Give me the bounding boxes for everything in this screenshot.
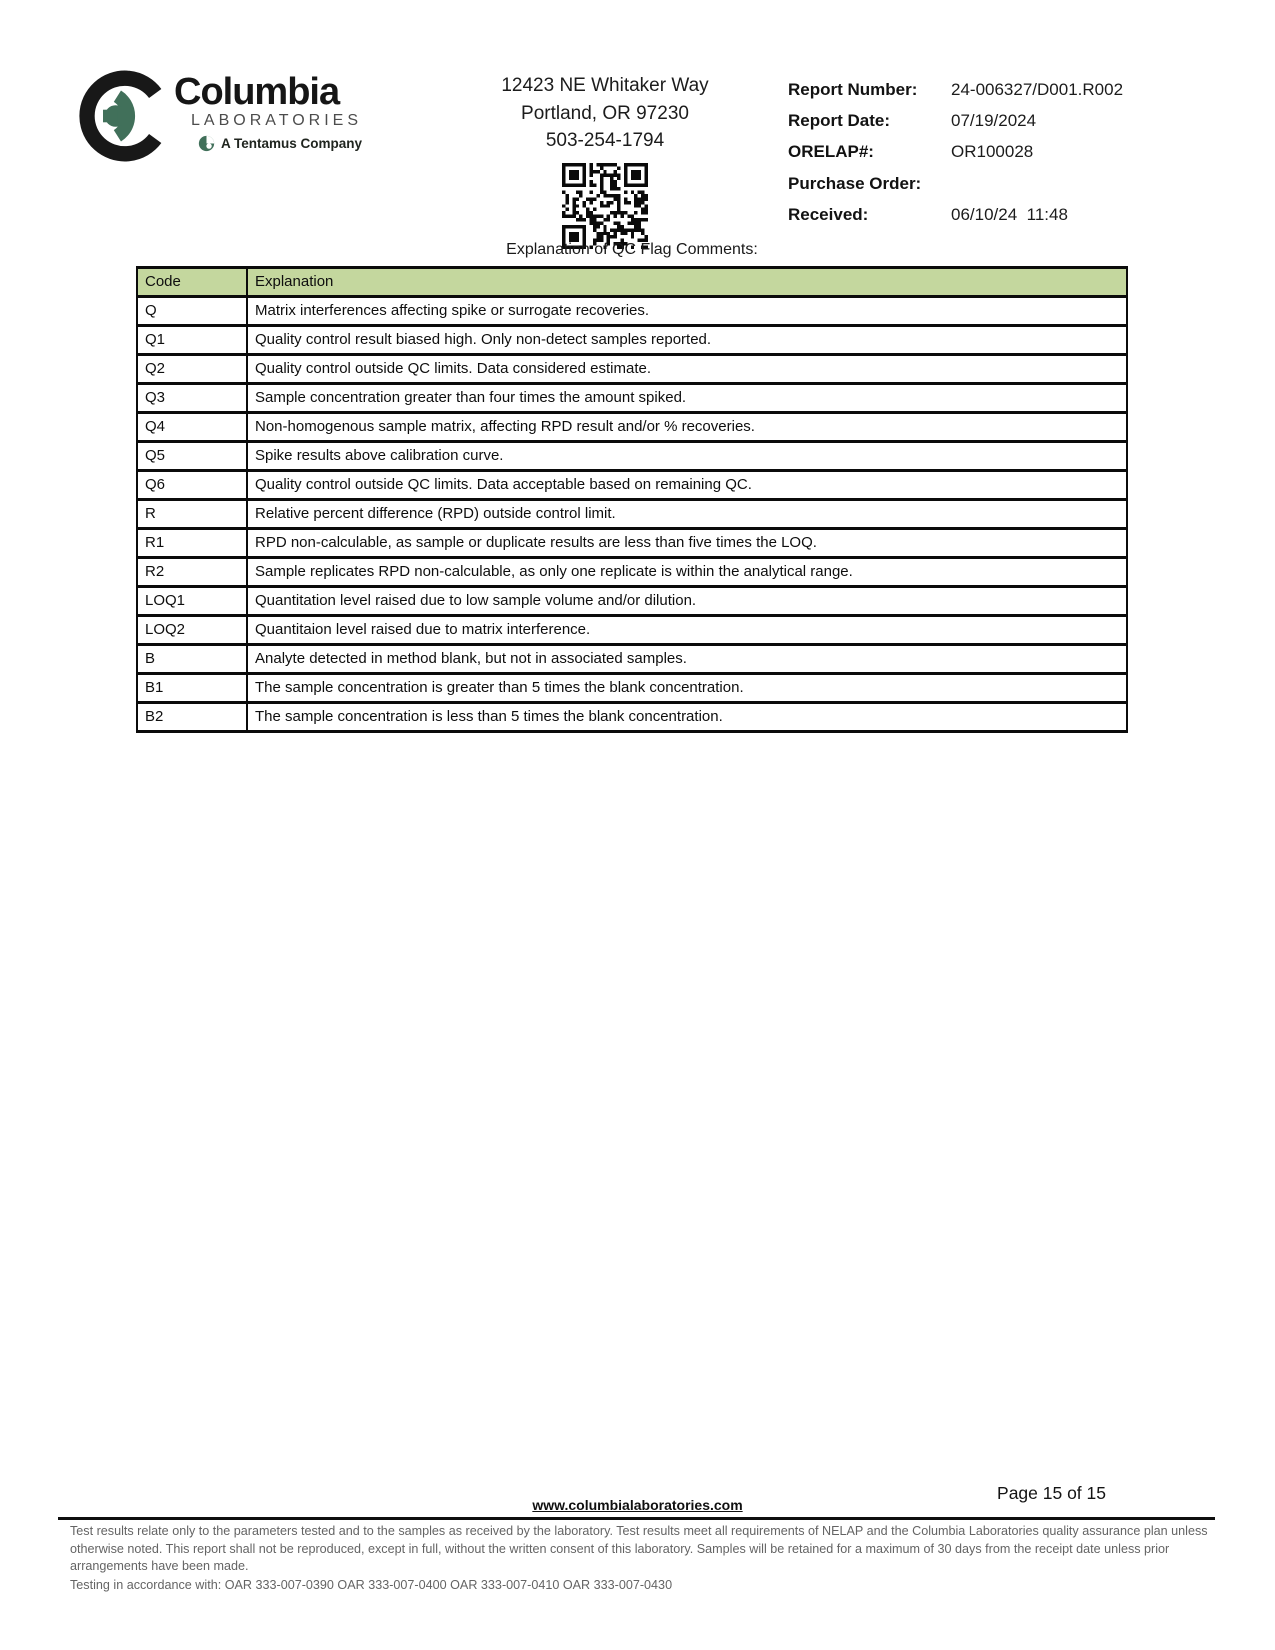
footer-divider <box>58 1517 1215 1520</box>
report-field <box>788 136 1123 167</box>
qc-table-body <box>137 297 1127 732</box>
lab-address-block <box>470 72 740 257</box>
table-row <box>137 703 1127 732</box>
explanation-cell: Sample replicates RPD non-calculable, as only one replicate is within the analytical range. <box>247 558 1127 587</box>
explanation-cell: Quantitation level raised due to low sample volume and/or dilution. <box>247 587 1127 616</box>
code-cell: B2 <box>137 703 247 732</box>
field-value: 07/19/2024 <box>951 111 1037 131</box>
columbia-logo <box>76 70 362 162</box>
table-row <box>137 645 1127 674</box>
address-line: 12423 NE Whitaker Way <box>501 75 709 96</box>
field-value: OR100028 <box>951 142 1034 162</box>
table-row <box>137 413 1127 442</box>
qc-flag-table <box>136 266 1128 733</box>
explanation-cell: Matrix interferences affecting spike or surrogate recoveries. <box>247 297 1127 326</box>
report-field <box>788 74 1123 105</box>
explanation-cell: Quality control outside QC limits. Data considered estimate. <box>247 355 1127 384</box>
table-row <box>137 384 1127 413</box>
explanation-cell: Quality control outside QC limits. Data acceptable based on remaining QC. <box>247 471 1127 500</box>
columbia-logo-icon <box>76 70 166 162</box>
testing-accordance-text: Testing in accordance with: OAR 333-007-0390 OAR 333-007-0400 OAR 333-007-0410 OAR 333-007-0430 <box>70 1577 673 1592</box>
code-cell: Q5 <box>137 442 247 471</box>
report-field <box>788 199 1123 230</box>
table-row <box>137 355 1127 384</box>
logo-text <box>174 70 362 162</box>
code-cell: LOQ1 <box>137 587 247 616</box>
explanation-cell: Quantitaion level raised due to matrix interference. <box>247 616 1127 645</box>
explanation-cell: Sample concentration greater than four times the amount spiked. <box>247 384 1127 413</box>
brand-name: Columbia <box>174 71 340 113</box>
explanation-cell: The sample concentration is greater than 5 times the blank concentration. <box>247 674 1127 703</box>
field-label: Purchase Order: <box>788 173 922 193</box>
column-header-code: Code <box>137 268 247 297</box>
tentamus-label: A Tentamus Company <box>221 136 363 151</box>
report-field <box>788 105 1123 136</box>
code-cell: Q2 <box>137 355 247 384</box>
brand-sub: LABORATORIES <box>191 112 362 129</box>
column-header-explanation: Explanation <box>247 268 1127 297</box>
address-line: 503-254-1794 <box>545 130 665 151</box>
tentamus-tagline <box>198 135 362 152</box>
field-label: Report Number: <box>788 80 918 99</box>
explanation-cell: RPD non-calculable, as sample or duplicate results are less than five times the LOQ. <box>247 529 1127 558</box>
table-row <box>137 587 1127 616</box>
code-cell: LOQ2 <box>137 616 247 645</box>
footer-fine-print <box>70 1523 1212 1594</box>
explanation-cell: Spike results above calibration curve. <box>247 442 1127 471</box>
field-label: Received: <box>788 204 869 224</box>
explanation-cell: Quality control result biased high. Only non-detect samples reported. <box>247 326 1127 355</box>
code-cell: Q <box>137 297 247 326</box>
field-label: Report Date: <box>788 111 891 131</box>
tentamus-icon <box>198 135 215 152</box>
table-row <box>137 442 1127 471</box>
disclaimer-text: Test results relate only to the parameters tested and to the samples as received by the laboratory. Test results meet all requirements of NELAP and the Columbia Laboratories quality assurance plan unless otherwise noted. This report shall not be reproduced, except in full, without the written consent of this laboratory. Samples will be retained for a maximum of 30 days from the receipt date unless prior arrangements have been made. <box>70 1524 1208 1573</box>
address-line: Portland, OR 97230 <box>521 102 689 124</box>
table-row <box>137 297 1127 326</box>
table-row <box>137 326 1127 355</box>
website-link[interactable]: www.columbialaboratories.com <box>532 1497 743 1513</box>
table-row <box>137 616 1127 645</box>
table-row <box>137 529 1127 558</box>
code-cell: R2 <box>137 558 247 587</box>
code-cell: R1 <box>137 529 247 558</box>
report-info-block <box>788 74 1123 230</box>
explanation-cell: Relative percent difference (RPD) outside control limit. <box>247 500 1127 529</box>
table-row <box>137 471 1127 500</box>
table-row <box>137 674 1127 703</box>
table-title: Explanation of QC Flag Comments: <box>506 241 758 258</box>
table-row <box>137 558 1127 587</box>
code-cell: B <box>137 645 247 674</box>
table-row <box>137 500 1127 529</box>
report-field <box>788 168 1123 199</box>
code-cell: Q3 <box>137 384 247 413</box>
field-value: 24-006327/D001.R002 <box>951 80 1124 99</box>
field-value: 06/10/24 11:48 <box>951 204 1068 224</box>
explanation-cell: Analyte detected in method blank, but not in associated samples. <box>247 645 1127 674</box>
code-cell: Q6 <box>137 471 247 500</box>
field-label: ORELAP#: <box>788 142 874 162</box>
explanation-cell: The sample concentration is less than 5 times the blank concentration. <box>247 703 1127 732</box>
qr-code <box>562 163 648 249</box>
code-cell: Q1 <box>137 326 247 355</box>
code-cell: R <box>137 500 247 529</box>
code-cell: B1 <box>137 674 247 703</box>
page-number: Page 15 of 15 <box>997 1483 1106 1503</box>
table-header-row <box>137 268 1127 297</box>
code-cell: Q4 <box>137 413 247 442</box>
explanation-cell: Non-homogenous sample matrix, affecting RPD result and/or % recoveries. <box>247 413 1127 442</box>
